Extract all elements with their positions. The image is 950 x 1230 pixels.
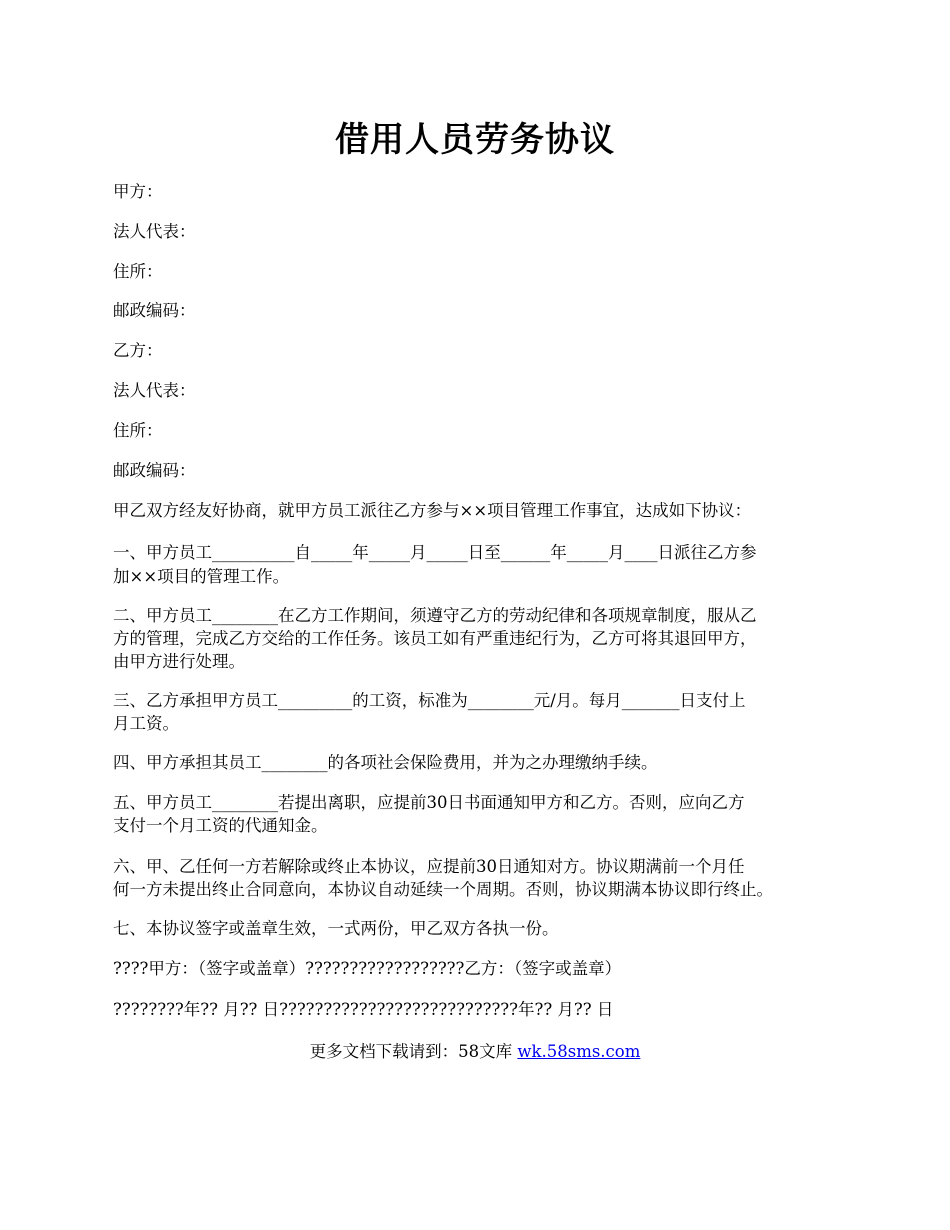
party-a-postcode: 邮政编码： bbox=[113, 301, 196, 320]
clause-2-line-2: 方的管理，完成乙方交给的工作任务。该员工如有严重违纪行为，乙方可将其退回甲方， bbox=[113, 629, 757, 648]
footer-text: 更多文档下载请到：58文库 bbox=[309, 1042, 518, 1061]
party-a-legal-rep: 法人代表： bbox=[113, 222, 196, 241]
party-a-address: 住所： bbox=[113, 262, 163, 281]
clause-1-line-1: 一、甲方员工__________自_____年_____月_____日至______年_____月____日派往乙方参 bbox=[113, 543, 757, 562]
party-b-postcode: 邮政编码： bbox=[113, 461, 196, 480]
clause-2-line-1: 二、甲方员工________在乙方工作期间，须遵守乙方的劳动纪律和各项规章制度，服从乙 bbox=[113, 606, 757, 625]
clause-5-line-1: 五、甲方员工________若提出离职，应提前30日书面通知甲方和乙方。否则，应向乙方 bbox=[113, 793, 745, 812]
footer bbox=[0, 1041, 950, 1063]
clause-5-line-2: 支付一个月工资的代通知金。 bbox=[113, 816, 328, 835]
clause-6-line-2: 何一方未提出终止合同意向，本协议自动延续一个周期。否则，协议期满本协议即行终止。 bbox=[113, 880, 773, 899]
clause-3-line-2: 月工资。 bbox=[113, 714, 179, 733]
party-a-label: 甲方： bbox=[113, 182, 163, 201]
clause-1-line-2: 加××项目的管理工作。 bbox=[113, 567, 290, 586]
footer-link[interactable]: wk.58sms.com bbox=[517, 1042, 641, 1061]
clause-7-line-1: 七、本协议签字或盖章生效，一式两份，甲乙双方各执一份。 bbox=[113, 919, 559, 938]
party-b-address: 住所： bbox=[113, 421, 163, 440]
document-title: 借用人员劳务协议 bbox=[335, 120, 615, 160]
date-line: ????????年?? 月?? 日???????????????????????????年?? 月?? 日 bbox=[113, 1000, 614, 1019]
clause-4-line-1: 四、甲方承担其员工________的各项社会保险费用，并为之办理缴纳手续。 bbox=[113, 753, 658, 772]
clause-3-line-1: 三、乙方承担甲方员工_________的工资，标准为________元/月。每月_______日支付上 bbox=[113, 691, 746, 710]
party-b-label: 乙方： bbox=[113, 341, 163, 360]
signature-line: ????甲方：（签字或盖章）??????????????????乙方：（签字或盖章） bbox=[113, 959, 622, 978]
party-b-legal-rep: 法人代表： bbox=[113, 381, 196, 400]
clause-2-line-3: 由甲方进行处理。 bbox=[113, 652, 245, 671]
clause-6-line-1: 六、甲、乙任何一方若解除或终止本协议，应提前30日通知对方。协议期满前一个月任 bbox=[113, 857, 745, 876]
intro-paragraph: 甲乙双方经友好协商，就甲方员工派往乙方参与××项目管理工作事宜，达成如下协议： bbox=[113, 501, 752, 520]
